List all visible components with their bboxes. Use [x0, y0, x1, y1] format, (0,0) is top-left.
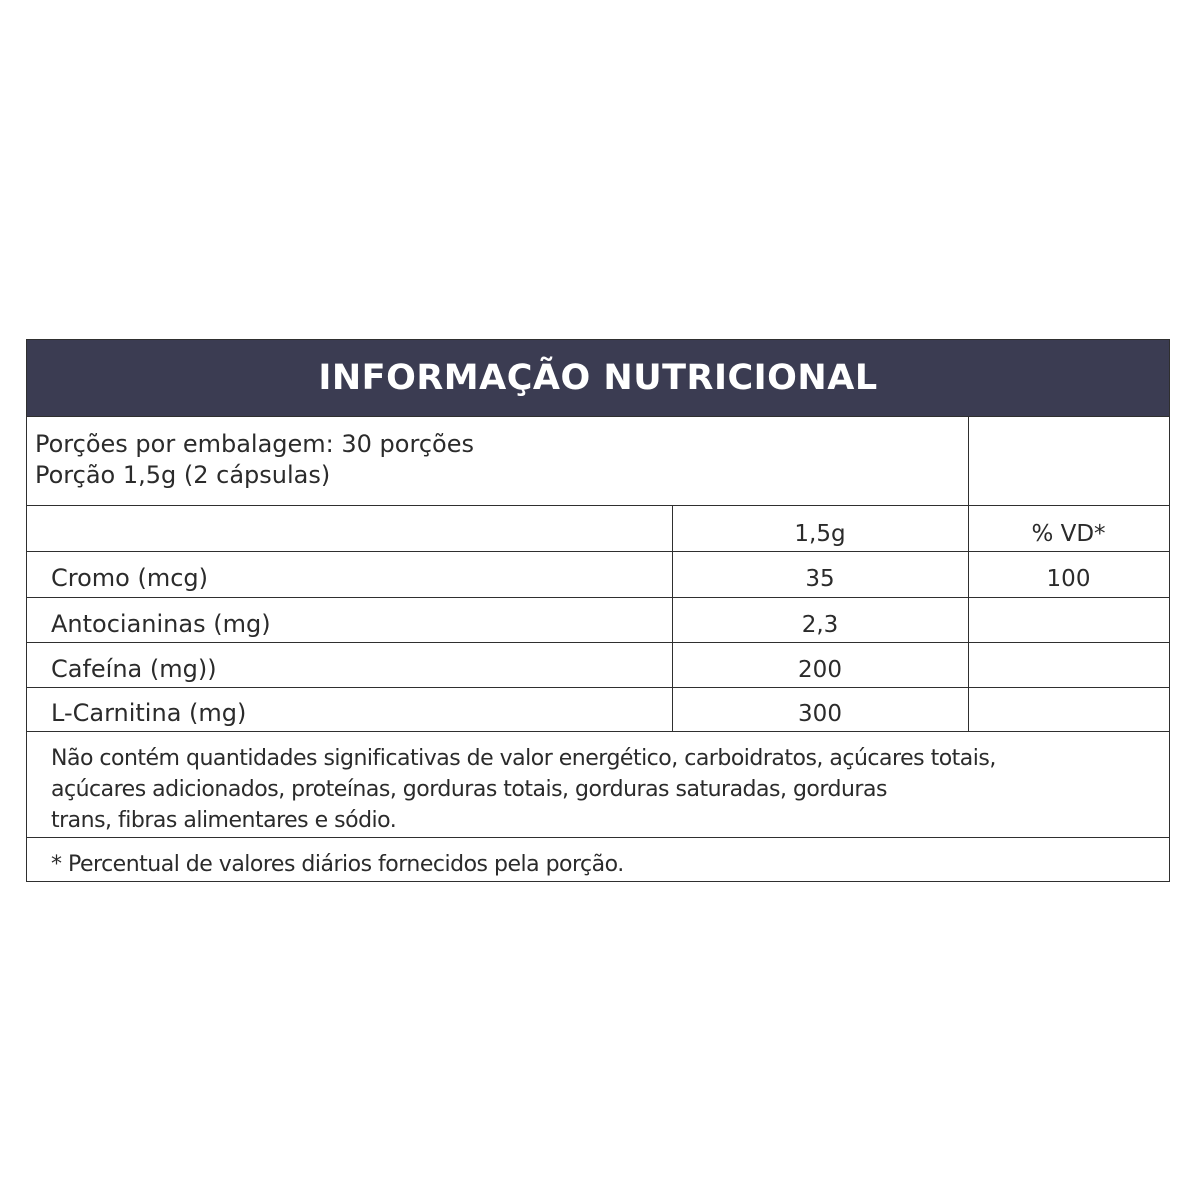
table-title: INFORMAÇÃO NUTRICIONAL [318, 358, 878, 398]
footnote: * Percentual de valores diários fornecidos pela porção. [51, 852, 624, 877]
nutrient-amount: 200 [798, 657, 842, 683]
column-header-vd: % VD* [1031, 521, 1106, 547]
note-line: trans, fibras alimentares e sódio. [51, 808, 397, 833]
divider-line [27, 505, 1169, 506]
column-header-amount: 1,5g [794, 521, 846, 547]
divider-line [27, 642, 1169, 643]
nutrient-amount: 300 [798, 701, 842, 727]
divider-line [27, 687, 1169, 688]
divider-line [27, 731, 1169, 732]
note-line: Não contém quantidades significativas de valor energético, carboidratos, açúcares totais, [51, 746, 996, 771]
nutrient-name: Antocianinas (mg) [51, 610, 271, 638]
nutrition-note [51, 743, 1151, 836]
table-header [27, 340, 1169, 417]
nutrient-name: Cafeína (mg)) [51, 655, 217, 683]
servings-per-package: Porções por embalagem: 30 porções [35, 430, 474, 458]
divider-line [27, 837, 1169, 838]
nutrient-amount: 2,3 [801, 612, 839, 638]
nutrient-name: Cromo (mcg) [51, 564, 209, 592]
nutrient-name: L-Carnitina (mg) [51, 699, 247, 727]
divider-line [27, 551, 1169, 552]
serving-size: Porção 1,5g (2 cápsulas) [35, 461, 331, 489]
note-line: açúcares adicionados, proteínas, gorduras totais, gorduras saturadas, gorduras [51, 777, 887, 802]
nutrient-vd: 100 [1046, 566, 1091, 592]
serving-info [35, 429, 474, 491]
divider-line [27, 597, 1169, 598]
nutrient-amount: 35 [805, 566, 835, 592]
nutrition-table [26, 339, 1170, 882]
